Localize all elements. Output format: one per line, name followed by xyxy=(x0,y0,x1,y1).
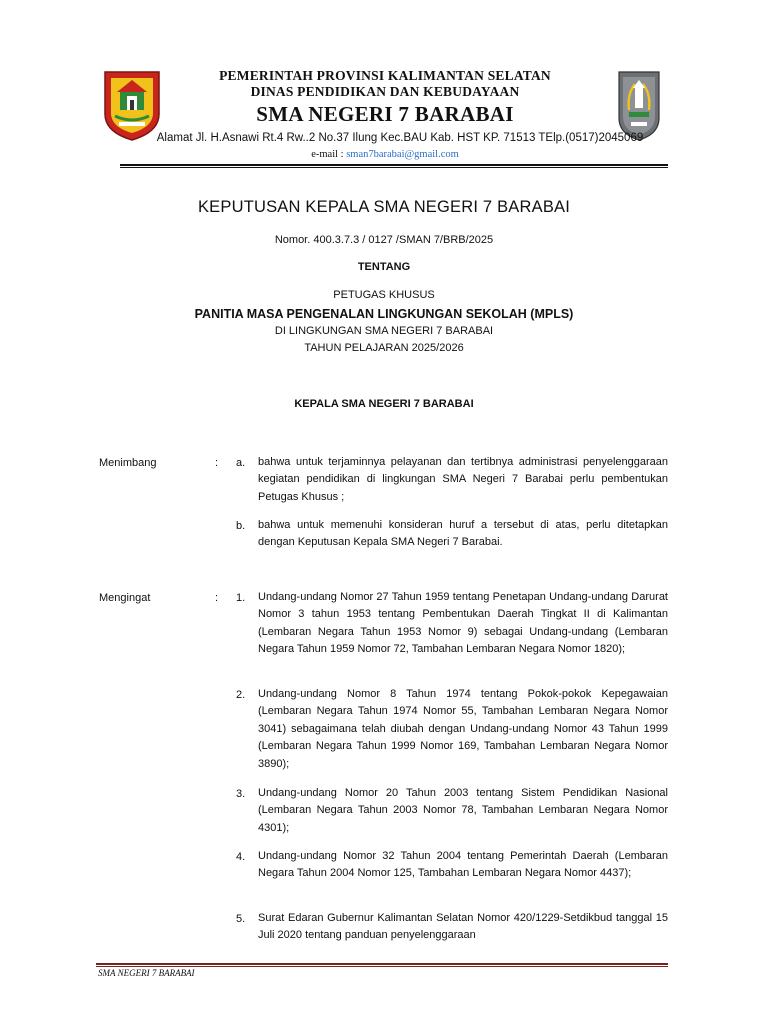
document-tentang: TENTANG xyxy=(357,261,411,273)
mengingat-item: Undang-undang Nomor 20 Tahun 2003 tentang Sistem Pendidikan Nasional (Lembaran Negara Tahun 2003 Nomor 78, Tambahan Lembaran Negara Nomor 4301); xyxy=(258,787,668,834)
list-marker: 3. xyxy=(236,788,246,800)
menimbang-label: Menimbang xyxy=(99,457,157,469)
menimbang-item: bahwa untuk terjaminnya pelayanan dan tertibnya administrasi penyelenggaraan kegiatan pendidikan di lingkungan SMA Negeri 7 Barabai perlu pembentukan Petugas Khusus ; xyxy=(258,456,668,503)
mengingat-label: Mengingat xyxy=(99,592,151,604)
letterhead-school-name: SMA NEGERI 7 BARABAI xyxy=(256,102,514,126)
document-year: TAHUN PELAJARAN 2025/2026 xyxy=(304,342,464,354)
letterhead-government: PEMERINTAH PROVINSI KALIMANTAN SELATAN xyxy=(219,68,551,83)
mengingat-item: Undang-undang Nomor 32 Tahun 2004 tentang Pemerintah Daerah (Lembaran Negara Tahun 2004 Nomor 125, Tambahan Lembaran Negara Nomor 4437); xyxy=(258,850,668,880)
document-issuer: KEPALA SMA NEGERI 7 BARABAI xyxy=(294,398,474,410)
list-marker: 2. xyxy=(236,689,246,701)
email-label: e-mail : xyxy=(311,149,347,160)
list-marker: b. xyxy=(236,520,246,532)
mengingat-item: Surat Edaran Gubernur Kalimantan Selatan Nomor 420/1229-Setdikbud tanggal 15 Juli 2020 tentang panduan penyelenggaraan xyxy=(258,912,668,942)
footer-text: SMA NEGERI 7 BARABAI xyxy=(98,968,195,978)
mengingat-item: Undang-undang Nomor 27 Tahun 1959 tentang Penetapan Undang-undang Darurat Nomor 3 tahun 1953 tentang Pembentukan Daerah Tingkat II di Kalimantan (Lembaran Negara Tahun 1953 Nomor 9) sebagai Undang-undang (Lembaran Negara Tahun 1959 Nomor 72, Tambahan Lembaran Negara Nomor 1820); xyxy=(258,591,668,656)
document-committee: PANITIA MASA PENGENALAN LINGKUNGAN SEKOLAH (MPLS) xyxy=(194,307,574,321)
menimbang-colon: : xyxy=(215,457,219,469)
footer-rule-thick xyxy=(96,963,668,965)
letterhead-department: DINAS PENDIDIKAN DAN KEBUDAYAAN xyxy=(250,84,520,99)
list-marker: 4. xyxy=(236,851,246,863)
document-scope: DI LINGKUNGAN SMA NEGERI 7 BARABAI xyxy=(274,325,494,337)
list-marker: 1. xyxy=(236,592,246,604)
list-marker: a. xyxy=(236,457,246,469)
letterhead xyxy=(160,68,610,127)
list-marker: 5. xyxy=(236,913,246,925)
email-link[interactable]: sman7barabai@gmail.com xyxy=(346,149,459,160)
document-title: KEPUTUSAN KEPALA SMA NEGERI 7 BARABAI xyxy=(197,198,571,216)
letterhead-rule-thin xyxy=(120,167,668,168)
mengingat-colon: : xyxy=(215,592,219,604)
letterhead-email-line xyxy=(160,149,610,160)
document-subject: PETUGAS KHUSUS xyxy=(333,289,435,301)
document-number: Nomor. 400.3.7.3 / 0127 /SMAN 7/BRB/2025 xyxy=(274,234,494,246)
footer-rule-thin xyxy=(96,966,668,967)
letterhead-address: Alamat Jl. H.Asnawi Rt.4 Rw..2 No.37 Ilung Kec.BAU Kab. HST KP. 71513 TElp.(0517)2045069 xyxy=(156,132,644,144)
menimbang-item: bahwa untuk memenuhi konsideran huruf a tersebut di atas, perlu ditetapkan dengan Keputusan Kepala SMA Negeri 7 Barabai. xyxy=(258,519,668,549)
letterhead-rule-thick xyxy=(120,164,668,166)
mengingat-item: Undang-undang Nomor 8 Tahun 1974 tentang Pokok-pokok Kepegawaian (Lembaran Negara Tahun 1974 Nomor 55, Tambahan Lembaran Negara Nomor 3041) sebagaimana telah diubah dengan Undang-undang Nomor 43 Tahun 1999 (Lembaran Negara Tahun 1999 Nomor 169, Tambahan Lembaran Negara Nomor 3890); xyxy=(258,688,668,770)
